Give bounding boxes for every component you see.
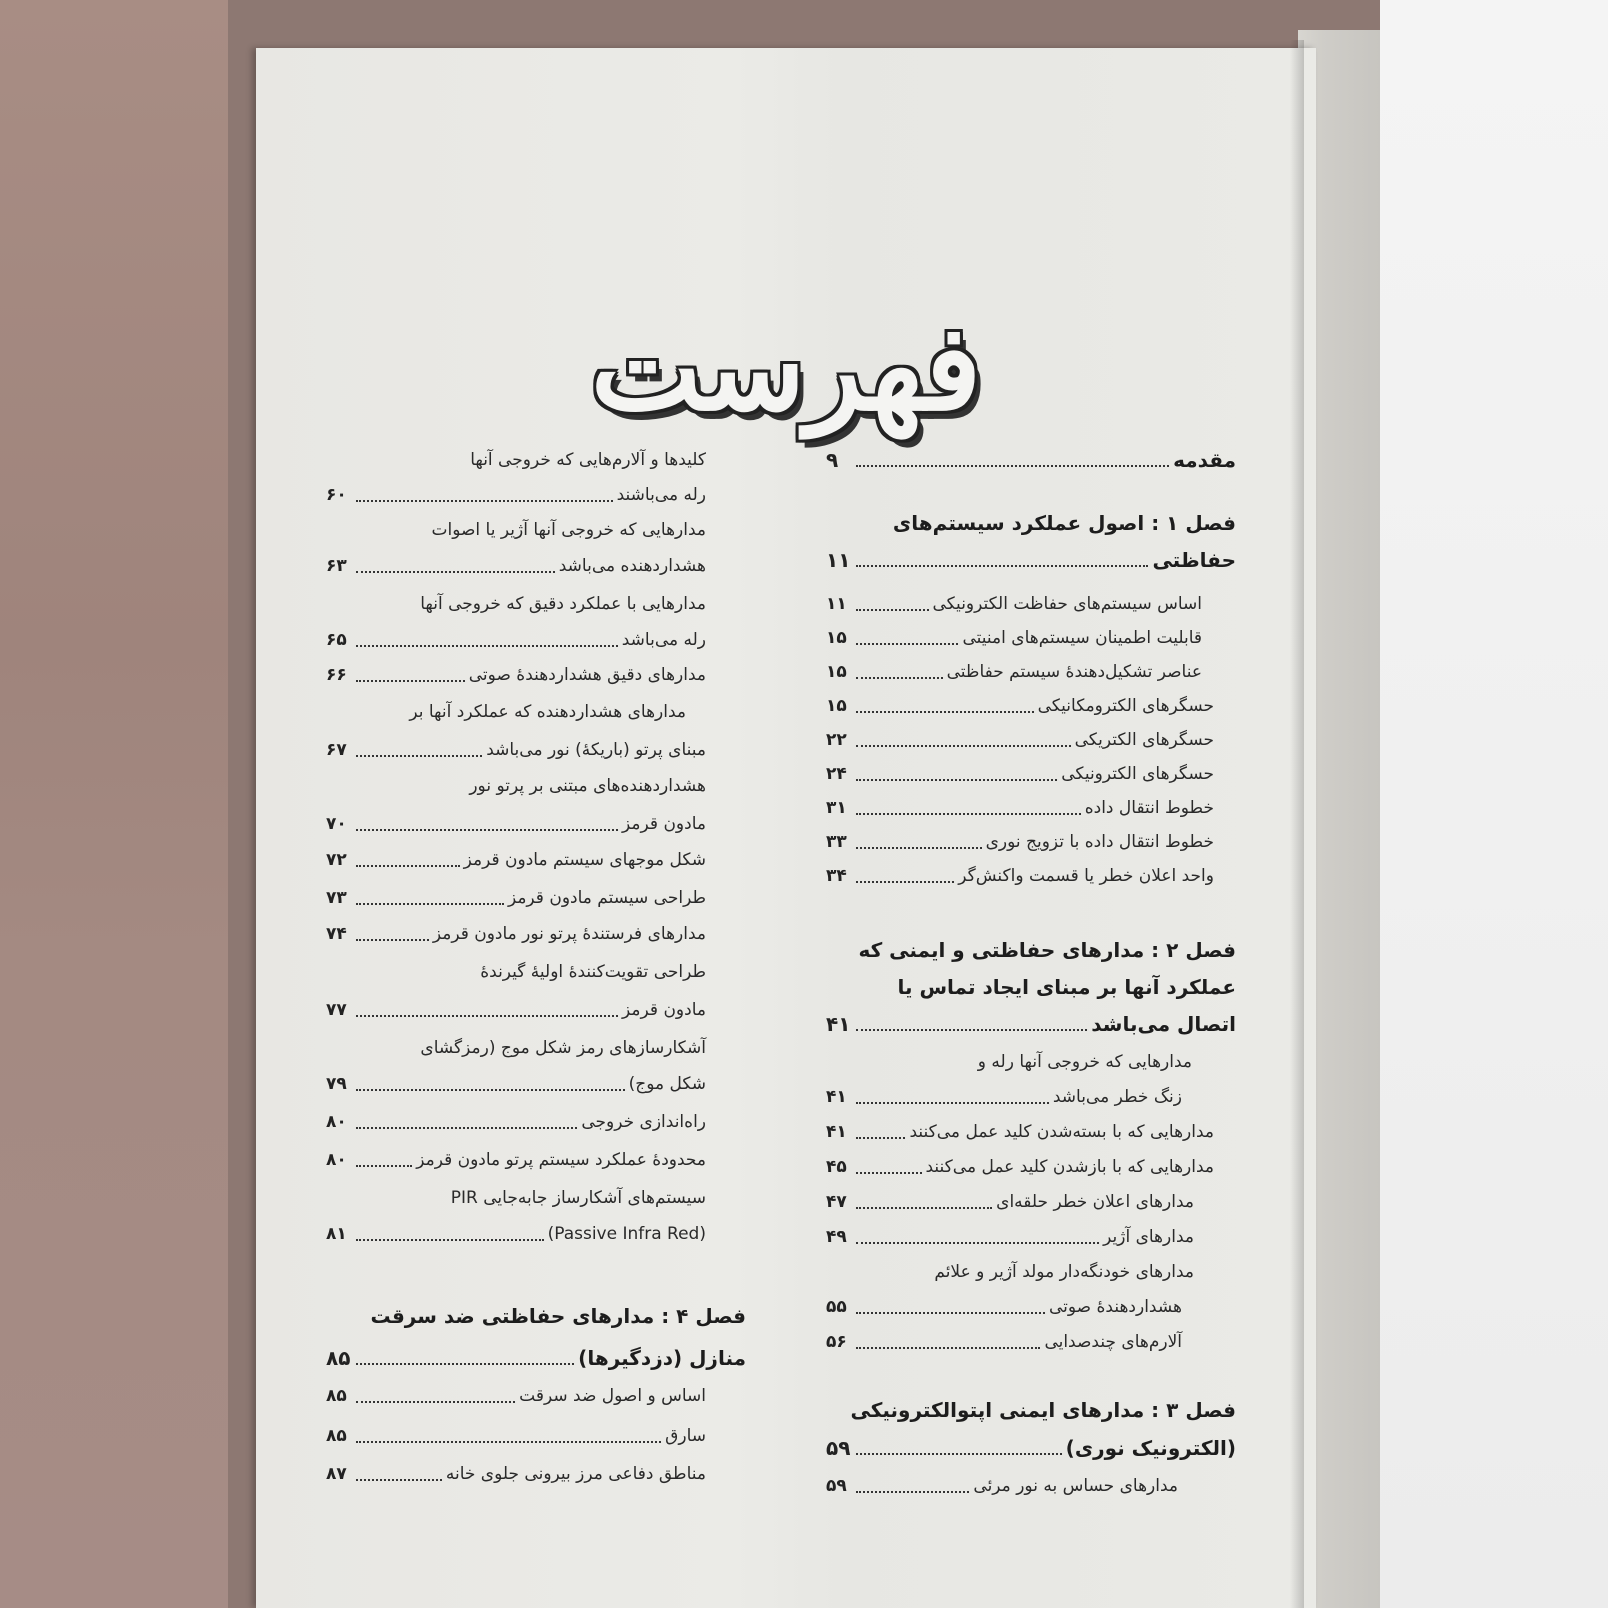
toc-entry [826, 1325, 1182, 1359]
toc-entry [826, 587, 1202, 621]
toc-entry-title: اتصال می‌باشد [1091, 1012, 1236, 1036]
toc-entry [826, 621, 1202, 655]
dot-leader [356, 939, 429, 941]
dot-leader [856, 565, 1148, 567]
toc-entry [826, 1469, 1178, 1503]
toc-entry [326, 1341, 746, 1375]
toc-entry [826, 1185, 1194, 1219]
dot-leader [856, 1137, 905, 1139]
toc-page-number: ۸۷ [326, 1464, 347, 1484]
toc-entry-title: قابلیت اطمینان سیستم‌های امنیتی [962, 628, 1202, 648]
toc-page-number: ۵۵ [826, 1297, 847, 1317]
toc-page-number: ۶۰ [326, 485, 347, 505]
toc-entry [826, 1045, 1192, 1079]
toc-entry-title: خطوط انتقال داده با تزویج نوری [985, 832, 1214, 852]
toc-entry [826, 1115, 1214, 1149]
toc-entry-title: آشکارسازهای رمز شکل موج (رمزگشای [420, 1038, 706, 1058]
toc-page-number: ۸۵ [326, 1426, 347, 1446]
dot-leader [856, 813, 1081, 815]
toc-entry-title: هشداردهنده می‌باشد [558, 556, 706, 576]
toc-entry [826, 543, 1236, 577]
toc-page-number: ۴۵ [826, 1157, 847, 1177]
dot-leader [856, 1347, 1040, 1349]
toc-entry [826, 825, 1214, 859]
toc-entry-title: مدارهای اعلان خطر حلقه‌ای [996, 1192, 1194, 1212]
toc-page-number: ۶۳ [326, 556, 347, 576]
toc-page-number: ۳۱ [826, 798, 847, 818]
toc-page-number: ۴۱ [826, 1087, 847, 1107]
toc-entry [826, 1290, 1182, 1324]
toc-entry [326, 807, 706, 841]
toc-page-number: ۴۷ [826, 1192, 847, 1212]
toc-entry-title: رله می‌باشد [621, 630, 706, 650]
toc-page-number: ۸۰ [326, 1112, 347, 1132]
toc-entry-title: مدارهای دقیق هشداردهندهٔ صوتی [468, 665, 706, 685]
toc-entry-title: مدارهایی که با بسته‌شدن کلید عمل می‌کنند [909, 1122, 1214, 1142]
book-page [256, 48, 1316, 1608]
toc-entry-title: مدارهای خودنگه‌دار مولد آژیر و علائم [934, 1262, 1194, 1282]
page-title: فهرست [590, 298, 982, 437]
dot-leader [356, 1363, 574, 1365]
toc-entry [326, 1457, 706, 1491]
dot-leader [856, 711, 1034, 713]
toc-entry [326, 1067, 706, 1101]
dot-leader [356, 680, 465, 682]
toc-page-number: ۲۲ [826, 730, 847, 750]
toc-entry-title: مدارهایی که خروجی آنها رله و [977, 1052, 1192, 1072]
toc-entry [326, 917, 706, 951]
toc-entry-title: راه‌اندازی خروجی [581, 1112, 706, 1132]
toc-page-number: ۱۱ [826, 548, 851, 572]
toc-entry-title: آلارم‌های چندصدایی [1044, 1332, 1182, 1352]
toc-page-number: ۸۵ [326, 1386, 347, 1406]
toc-entry-title: کلیدها و آلارم‌هایی که خروجی آنها [470, 450, 706, 470]
toc-entry [826, 723, 1214, 757]
toc-entry-title: عناصر تشکیل‌دهندهٔ سیستم حفاظتی [946, 662, 1202, 682]
dot-leader [856, 745, 1071, 747]
toc-entry-title: مادون قرمز [622, 814, 706, 834]
toc-entry-title: مدارهای آژیر [1103, 1227, 1194, 1247]
toc-entry [326, 733, 706, 767]
dot-leader [856, 1172, 922, 1174]
toc-entry-title: مدارهایی با عملکرد دقیق که خروجی آنها [420, 594, 706, 614]
dot-leader [356, 865, 460, 867]
toc-entry-title: زنگ خطر می‌باشد [1052, 1087, 1182, 1107]
toc-entry-title: حسگرهای الکترومکانیکی [1037, 696, 1214, 716]
dot-leader [856, 609, 929, 611]
dot-leader [856, 1029, 1087, 1031]
toc-entry [826, 689, 1214, 723]
toc-entry [826, 1393, 1236, 1427]
toc-page-number: ۲۴ [826, 764, 847, 784]
toc-entry [326, 843, 706, 877]
toc-page-number: ۸۵ [326, 1346, 351, 1370]
toc-entry [326, 1031, 706, 1065]
toc-entry [326, 658, 706, 692]
dot-leader [856, 1242, 1099, 1244]
table-surface-left [0, 0, 228, 1608]
toc-entry [326, 1419, 706, 1453]
toc-page-number: ۹ [826, 448, 839, 472]
dot-leader [356, 571, 555, 573]
toc-entry-title: مدارهای حساس به نور مرئی [973, 1476, 1178, 1496]
dot-leader [356, 1089, 625, 1091]
toc-entry [326, 993, 706, 1027]
toc-entry-title: حفاظتی [1152, 548, 1236, 572]
toc-entry [326, 587, 706, 621]
toc-entry-title: سیستم‌های آشکارساز جابه‌جایی PIR [450, 1188, 706, 1208]
gutter-shadow [1290, 40, 1304, 1608]
toc-entry [326, 769, 706, 803]
toc-entry [826, 1080, 1182, 1114]
toc-page-number: ۷۴ [326, 924, 347, 944]
toc-entry [826, 1255, 1194, 1289]
toc-entry-title: مدارهایی که با بازشدن کلید عمل می‌کنند [925, 1157, 1214, 1177]
toc-page-number: ۶۷ [326, 740, 347, 760]
toc-entry-title: هشداردهندهٔ صوتی [1048, 1297, 1182, 1317]
toc-page-number: ۱۵ [826, 696, 847, 716]
toc-entry-title: واحد اعلان خطر یا قسمت واکنش‌گر [958, 866, 1214, 886]
toc-entry-title: فصل ۴ : مدارهای حفاظتی ضد سرقت [370, 1304, 746, 1328]
toc-entry [326, 443, 706, 477]
dot-leader [856, 465, 1169, 467]
toc-entry [826, 933, 1236, 967]
toc-entry-title: مدارهای هشداردهنده که عملکرد آنها بر [409, 702, 686, 722]
toc-entry [826, 859, 1214, 893]
toc-entry-title: حسگرهای الکترونیکی [1061, 764, 1214, 784]
dot-leader [856, 847, 982, 849]
toc-entry [326, 1217, 706, 1251]
toc-page-number: ۱۵ [826, 628, 847, 648]
toc-page-number: ۷۳ [326, 888, 347, 908]
dot-leader [356, 1401, 515, 1403]
toc-page-number: ۷۹ [326, 1074, 347, 1094]
toc-entry-title: اساس سیستم‌های حفاظت الکترونیکی [932, 594, 1202, 614]
toc-entry-title: هشداردهنده‌های مبتنی بر پرتو نور [469, 776, 706, 796]
toc-entry-title: مدارهای فرستندهٔ پرتو نور مادون قرمز [432, 924, 706, 944]
toc-entry-title: حسگرهای الکتریکی [1074, 730, 1214, 750]
dot-leader [856, 779, 1057, 781]
toc-entry [326, 513, 706, 547]
dot-leader [356, 903, 504, 905]
toc-entry [826, 1220, 1194, 1254]
toc-page-number: ۸۱ [326, 1224, 347, 1244]
toc-entry [326, 478, 706, 512]
toc-page-number: ۵۶ [826, 1332, 847, 1352]
toc-page-number: ۵۹ [826, 1476, 847, 1496]
toc-right-column [826, 403, 1236, 1583]
toc-page-number: ۱۱ [826, 594, 847, 614]
toc-entry-title: رله می‌باشند [616, 485, 706, 505]
dot-leader [856, 677, 943, 679]
toc-entry-title: فصل ۳ : مدارهای ایمنی اپتوالکترونیکی [850, 1398, 1236, 1422]
toc-entry-title: شکل موج) [628, 1074, 706, 1094]
dot-leader [856, 1207, 992, 1209]
toc-page-number: ۴۱ [826, 1122, 847, 1142]
toc-left-column [326, 403, 746, 1583]
toc-page-number: ۱۵ [826, 662, 847, 682]
table-surface-right [1380, 0, 1608, 1608]
toc-entry-title: سارق [665, 1426, 706, 1446]
toc-page-number: ۵۹ [826, 1436, 851, 1460]
toc-entry [826, 757, 1214, 791]
toc-entry-title: شکل موجهای سیستم مادون قرمز [463, 850, 706, 870]
toc-page-number: ۷۲ [326, 850, 347, 870]
toc-page-number: ۳۳ [826, 832, 847, 852]
toc-entry-title: (Passive Infra Red) [547, 1224, 706, 1244]
toc-entry-title: مادون قرمز [622, 1000, 706, 1020]
toc-page-number: ۶۶ [326, 665, 347, 685]
dot-leader [356, 829, 618, 831]
toc-entry [326, 1181, 706, 1215]
toc-page-number: ۴۱ [826, 1012, 851, 1036]
toc-entry-title: مناطق دفاعی مرز بیرونی جلوی خانه [445, 1464, 706, 1484]
toc-entry-title: محدودهٔ عملکرد سیستم پرتو مادون قرمز [416, 1150, 706, 1170]
dot-leader [356, 645, 618, 647]
toc-entry-title: فصل ۲ : مدارهای حفاظتی و ایمنی که [858, 938, 1236, 962]
toc-entry-title: خطوط انتقال داده [1084, 798, 1214, 818]
toc-entry-title: مبنای پرتو (باریکهٔ) نور می‌باشد [486, 740, 706, 760]
dot-leader [356, 755, 482, 757]
dot-leader [856, 1453, 1062, 1455]
toc-entry-title: منازل (دزدگیرها) [578, 1346, 746, 1370]
dot-leader [356, 1015, 618, 1017]
dot-leader [856, 1491, 969, 1493]
toc-entry [826, 506, 1236, 540]
toc-entry [326, 623, 706, 657]
toc-entry [826, 443, 1236, 477]
toc-entry-title: مقدمه [1173, 448, 1236, 472]
toc-page-number: ۳۴ [826, 866, 847, 886]
toc-entry-title: طراحی تقویت‌کنندهٔ اولیهٔ گیرندهٔ [480, 962, 706, 982]
toc-page-number: ۴۹ [826, 1227, 847, 1247]
toc-entry-title: فصل ۱ : اصول عملکرد سیستم‌های [892, 511, 1236, 535]
toc-entry [826, 1150, 1214, 1184]
toc-entry [326, 1379, 706, 1413]
toc-entry [826, 1431, 1236, 1465]
toc-entry [326, 549, 706, 583]
dot-leader [856, 881, 954, 883]
dot-leader [356, 1127, 577, 1129]
dot-leader [856, 1102, 1049, 1104]
dot-leader [356, 500, 613, 502]
toc-entry-title: طراحی سیستم مادون قرمز [507, 888, 706, 908]
toc-entry-title: مدارهایی که خروجی آنها آژیر یا اصوات [431, 520, 706, 540]
dot-leader [356, 1165, 412, 1167]
toc-entry [826, 791, 1214, 825]
dot-leader [356, 1239, 544, 1241]
toc-entry [326, 1105, 706, 1139]
toc-entry [326, 695, 686, 729]
dot-leader [356, 1441, 661, 1443]
toc-entry [826, 1007, 1236, 1041]
toc-entry [826, 970, 1236, 1004]
toc-page-number: ۷۰ [326, 814, 347, 834]
dot-leader [856, 643, 958, 645]
toc-entry-title: اساس و اصول ضد سرقت [519, 1386, 706, 1406]
toc-entry [326, 1143, 706, 1177]
toc-entry [326, 881, 706, 915]
toc-entry [826, 655, 1202, 689]
dot-leader [856, 1312, 1045, 1314]
toc-entry-title: (الکترونیک نوری) [1065, 1436, 1236, 1460]
toc-page-number: ۶۵ [326, 630, 347, 650]
toc-page-number: ۸۰ [326, 1150, 347, 1170]
toc-entry [326, 955, 706, 989]
toc-entry [326, 1299, 746, 1333]
toc-entry-title: عملکرد آنها بر مبنای ایجاد تماس یا [897, 975, 1236, 999]
dot-leader [356, 1479, 442, 1481]
toc-page-number: ۷۷ [326, 1000, 347, 1020]
